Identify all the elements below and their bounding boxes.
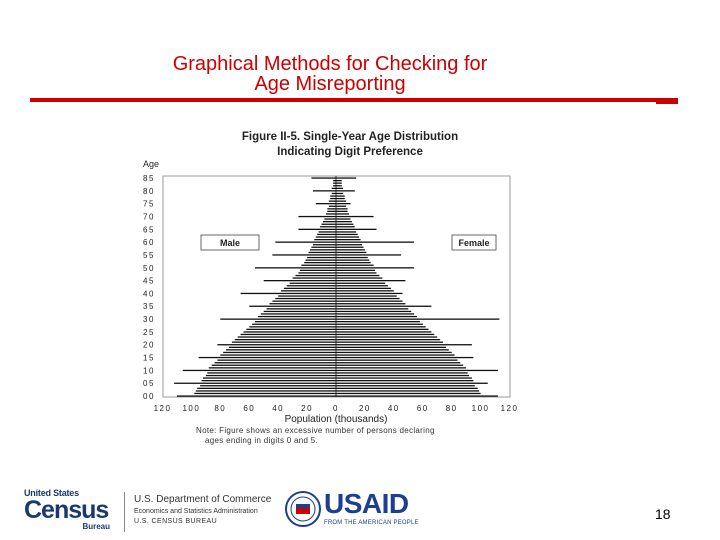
bar-female-age-25 (336, 331, 431, 332)
bar-female-age-41 (336, 290, 394, 291)
bar-male-age-23 (238, 336, 336, 337)
bar-female-age-12 (336, 365, 463, 366)
doc-line2: Economics and Statistics Administration (134, 508, 258, 515)
bar-male-age-13 (215, 362, 337, 363)
bar-male-age-19 (229, 347, 336, 348)
bar-female-age-79 (336, 193, 343, 194)
bar-male-age-55 (272, 254, 336, 255)
bar-male-age-82 (333, 185, 336, 186)
bar-male-age-54 (307, 257, 336, 258)
x-tick-11: 100 (471, 404, 490, 413)
bar-female-age-57 (336, 249, 365, 250)
bar-female-age-14 (336, 360, 458, 361)
bar-female-age-55 (336, 254, 401, 255)
bar-female-age-4 (336, 385, 475, 386)
bar-male-age-2 (196, 390, 336, 391)
bar-female-age-28 (336, 324, 423, 325)
usaid-name: USAID (324, 488, 409, 519)
bar-male-age-85 (311, 177, 336, 178)
bar-female-age-0 (336, 395, 498, 396)
bar-male-age-45 (264, 280, 336, 281)
y-tick-60: 60 (143, 238, 155, 248)
bar-female-age-83 (336, 183, 342, 184)
bar-male-age-14 (217, 360, 336, 361)
bar-male-age-15 (199, 357, 336, 358)
y-tick-10: 10 (143, 366, 155, 376)
bar-male-age-29 (255, 321, 336, 322)
bar-female-age-35 (336, 306, 431, 307)
bar-male-age-43 (287, 285, 336, 286)
bar-male-age-40 (241, 293, 336, 294)
bar-male-age-7 (203, 377, 336, 378)
bar-female-age-80 (336, 190, 355, 191)
bar-male-age-0 (177, 395, 336, 396)
y-tick-35: 35 (143, 302, 155, 312)
bar-female-age-56 (336, 252, 366, 253)
bar-male-age-24 (241, 334, 336, 335)
bar-female-age-23 (336, 336, 437, 337)
bar-male-age-50 (255, 267, 336, 268)
bar-male-age-46 (293, 277, 336, 278)
usaid-tagline: FROM THE AMERICAN PEOPLE (324, 520, 419, 526)
x-tick-7: 20 (358, 404, 371, 413)
y-tick-50: 50 (143, 263, 155, 273)
usaid-logo (324, 490, 424, 526)
bar-female-age-64 (336, 231, 356, 232)
x-tick-9: 60 (416, 404, 429, 413)
bar-female-age-9 (336, 372, 468, 373)
bar-male-age-67 (322, 224, 337, 225)
bar-female-age-33 (336, 311, 411, 312)
x-tick-8: 40 (387, 404, 400, 413)
bar-female-age-37 (336, 301, 403, 302)
bar-female-age-17 (336, 352, 452, 353)
bar-male-age-80 (313, 190, 336, 191)
bar-female-age-34 (336, 308, 408, 309)
doc-logo (134, 494, 284, 525)
bar-female-age-6 (336, 380, 473, 381)
legend-female (452, 235, 496, 250)
bar-female-age-52 (336, 262, 371, 263)
bar-male-age-71 (326, 213, 336, 214)
bar-female-age-81 (336, 188, 343, 189)
bar-female-age-61 (336, 239, 361, 240)
bar-female-age-54 (336, 257, 368, 258)
bar-male-age-57 (310, 249, 336, 250)
bar-female-age-32 (336, 313, 414, 314)
x-tick-labels (154, 404, 519, 413)
legend-male (201, 235, 259, 250)
bar-male-age-30 (220, 319, 336, 320)
x-axis-label: Population (thousands) (284, 414, 388, 425)
bar-female-age-63 (336, 234, 358, 235)
bar-female-age-74 (336, 206, 346, 207)
bar-female-age-16 (336, 354, 455, 355)
bar-male-age-20 (217, 344, 336, 345)
bar-female-age-42 (336, 288, 391, 289)
bar-male-age-21 (232, 342, 336, 343)
bar-female-age-46 (336, 277, 382, 278)
bar-male-age-37 (272, 301, 336, 302)
y-tick-20: 20 (143, 340, 155, 350)
bar-male-age-28 (252, 324, 336, 325)
y-tick-85: 85 (143, 174, 155, 183)
bar-male-age-26 (246, 329, 336, 330)
doc-line3: U.S. CENSUS BUREAU (134, 518, 218, 525)
bar-male-age-11 (209, 367, 336, 368)
x-tick-6: 0 (333, 404, 339, 413)
bar-male-age-1 (194, 393, 336, 394)
bar-female-age-44 (336, 283, 385, 284)
census-bureau-logo (24, 488, 124, 530)
slide-title-line1: Graphical Methods for Checking for (172, 53, 488, 75)
bar-male-age-41 (281, 290, 336, 291)
x-tick-12: 120 (500, 404, 519, 413)
bar-male-age-63 (317, 234, 336, 235)
bar-female-age-11 (336, 367, 466, 368)
bar-male-age-22 (235, 339, 336, 340)
bar-female-age-60 (336, 242, 414, 243)
bar-male-age-38 (275, 298, 336, 299)
bar-female-age-78 (336, 195, 345, 196)
x-tick-4: 40 (272, 404, 285, 413)
bar-male-age-25 (244, 331, 337, 332)
y-axis-label: Age (143, 159, 160, 169)
x-tick-0: 120 (153, 404, 172, 413)
bar-male-age-64 (319, 231, 336, 232)
y-tick-65: 65 (143, 225, 155, 235)
y-tick-25: 25 (143, 327, 155, 337)
bar-female-age-68 (336, 221, 352, 222)
bar-female-age-29 (336, 321, 420, 322)
bar-male-age-8 (206, 375, 336, 376)
bar-male-age-42 (284, 288, 336, 289)
census-top-text: United States (24, 488, 79, 498)
bar-male-age-35 (249, 306, 336, 307)
bar-female-age-51 (336, 265, 374, 266)
bar-female-age-30 (336, 319, 499, 320)
bar-male-age-49 (300, 270, 336, 271)
bar-female-age-22 (336, 339, 440, 340)
bar-female-age-59 (336, 244, 362, 245)
bar-male-age-56 (309, 252, 337, 253)
bar-female-age-71 (336, 213, 349, 214)
doc-line1: U.S. Department of Commerce (134, 494, 272, 505)
bar-male-age-47 (296, 275, 337, 276)
bar-male-age-3 (197, 388, 336, 389)
footer-divider (124, 492, 125, 532)
bar-male-age-75 (316, 203, 336, 204)
bar-male-age-69 (324, 218, 336, 219)
bar-male-age-61 (314, 239, 336, 240)
bar-female-age-58 (336, 247, 364, 248)
bar-male-age-62 (316, 236, 336, 237)
bar-female-age-18 (336, 349, 449, 350)
y-tick-40: 40 (143, 289, 155, 299)
bar-male-age-6 (202, 380, 337, 381)
y-tick-15: 15 (143, 353, 155, 363)
bar-male-age-65 (298, 229, 336, 230)
figure-title-line1: Figure II-5. Single-Year Age Distribution (241, 131, 459, 143)
bar-male-age-68 (323, 221, 336, 222)
bar-male-age-31 (258, 316, 336, 317)
bar-male-age-84 (333, 180, 336, 181)
x-tick-2: 80 (214, 404, 227, 413)
usaid-seal-icon (284, 490, 322, 528)
bar-male-age-51 (301, 265, 336, 266)
bar-female-age-49 (336, 270, 375, 271)
bar-male-age-48 (298, 272, 336, 273)
bar-female-age-1 (336, 393, 481, 394)
census-bureau-text: Bureau (82, 522, 110, 531)
bar-female-age-85 (336, 177, 356, 178)
bar-male-age-76 (329, 201, 336, 202)
bar-female-age-45 (336, 280, 405, 281)
x-tick-10: 80 (445, 404, 458, 413)
bar-male-age-77 (330, 198, 336, 199)
x-tick-5: 20 (301, 404, 314, 413)
bar-female-age-8 (336, 375, 469, 376)
figure-note-line2: ages ending in digits 0 and 5. (205, 436, 319, 445)
bar-female-age-2 (336, 390, 479, 391)
bar-female-age-62 (336, 236, 359, 237)
bar-female-age-67 (336, 224, 353, 225)
bar-female-age-65 (336, 229, 377, 230)
bar-male-age-34 (267, 308, 336, 309)
y-tick-75: 75 (143, 199, 155, 209)
bar-female-age-21 (336, 342, 443, 343)
bar-male-age-5 (174, 383, 336, 384)
bar-male-age-27 (249, 326, 336, 327)
y-tick-30: 30 (143, 315, 155, 325)
bar-female-age-7 (336, 377, 472, 378)
bar-male-age-73 (327, 208, 336, 209)
bar-male-age-59 (313, 244, 336, 245)
bar-female-age-70 (336, 216, 374, 217)
figure-title-line2: Indicating Digit Preference (277, 146, 423, 158)
bar-male-age-83 (333, 183, 336, 184)
bar-male-age-18 (226, 349, 336, 350)
bar-male-age-10 (183, 370, 336, 371)
bar-female-age-13 (336, 362, 460, 363)
bar-male-age-44 (290, 283, 336, 284)
bar-male-age-9 (207, 372, 336, 373)
bar-female-age-50 (336, 267, 414, 268)
x-tick-3: 60 (243, 404, 256, 413)
bar-male-age-52 (304, 262, 336, 263)
y-tick-00: 00 (143, 392, 155, 401)
bar-female-age-31 (336, 316, 417, 317)
bar-male-age-12 (212, 365, 336, 366)
y-tick-45: 45 (143, 276, 155, 286)
bar-male-age-32 (261, 313, 336, 314)
bar-female-age-84 (336, 180, 342, 181)
bar-female-age-47 (336, 275, 379, 276)
bar-female-age-38 (336, 298, 400, 299)
bar-male-age-79 (332, 193, 336, 194)
y-tick-70: 70 (143, 212, 155, 222)
bar-male-age-78 (330, 195, 336, 196)
bar-female-age-48 (336, 272, 377, 273)
bar-male-age-4 (200, 385, 336, 386)
bar-female-age-69 (336, 218, 351, 219)
bar-female-age-43 (336, 285, 388, 286)
bar-female-age-77 (336, 198, 345, 199)
bar-female-age-53 (336, 260, 369, 261)
bar-male-age-81 (332, 188, 336, 189)
bar-male-age-33 (264, 311, 336, 312)
bar-female-age-82 (336, 185, 342, 186)
bar-male-age-70 (298, 216, 336, 217)
bar-male-age-39 (278, 295, 336, 296)
bar-female-age-72 (336, 211, 348, 212)
bar-female-age-36 (336, 303, 405, 304)
bar-male-age-58 (311, 247, 336, 248)
bar-male-age-72 (327, 211, 336, 212)
bar-male-age-36 (270, 303, 337, 304)
bar-male-age-66 (320, 226, 336, 227)
bar-male-age-60 (275, 242, 336, 243)
bar-male-age-74 (329, 206, 336, 207)
bar-female-age-3 (336, 388, 478, 389)
bar-female-age-66 (336, 226, 355, 227)
bar-female-age-27 (336, 326, 426, 327)
bar-female-age-26 (336, 329, 429, 330)
bar-female-age-73 (336, 208, 348, 209)
bar-female-age-75 (336, 203, 351, 204)
y-tick-80: 80 (143, 186, 155, 196)
x-tick-1: 100 (182, 404, 201, 413)
bars-group (174, 176, 499, 397)
bar-male-age-53 (306, 260, 336, 261)
bar-male-age-17 (223, 352, 336, 353)
bar-female-age-76 (336, 201, 346, 202)
bar-female-age-20 (336, 344, 472, 345)
slide-title-line2: Age Misreporting (254, 73, 406, 95)
bar-female-age-39 (336, 295, 397, 296)
bar-female-age-15 (336, 357, 473, 358)
figure-note-line1: Note: Figure shows an excessive number of persons declaring (196, 426, 435, 435)
bar-female-age-10 (336, 370, 498, 371)
bar-female-age-24 (336, 334, 434, 335)
census-main-text: Census (24, 496, 109, 524)
bar-female-age-5 (336, 383, 488, 384)
legend-female-label: Female (458, 238, 490, 248)
bar-female-age-40 (336, 293, 403, 294)
y-tick-labels (143, 174, 155, 401)
page-number: 18 (655, 506, 671, 522)
y-tick-55: 55 (143, 250, 155, 260)
legend-male-label: Male (219, 238, 241, 248)
bar-female-age-19 (336, 347, 446, 348)
y-tick-05: 05 (143, 379, 155, 389)
bar-male-age-16 (220, 354, 336, 355)
